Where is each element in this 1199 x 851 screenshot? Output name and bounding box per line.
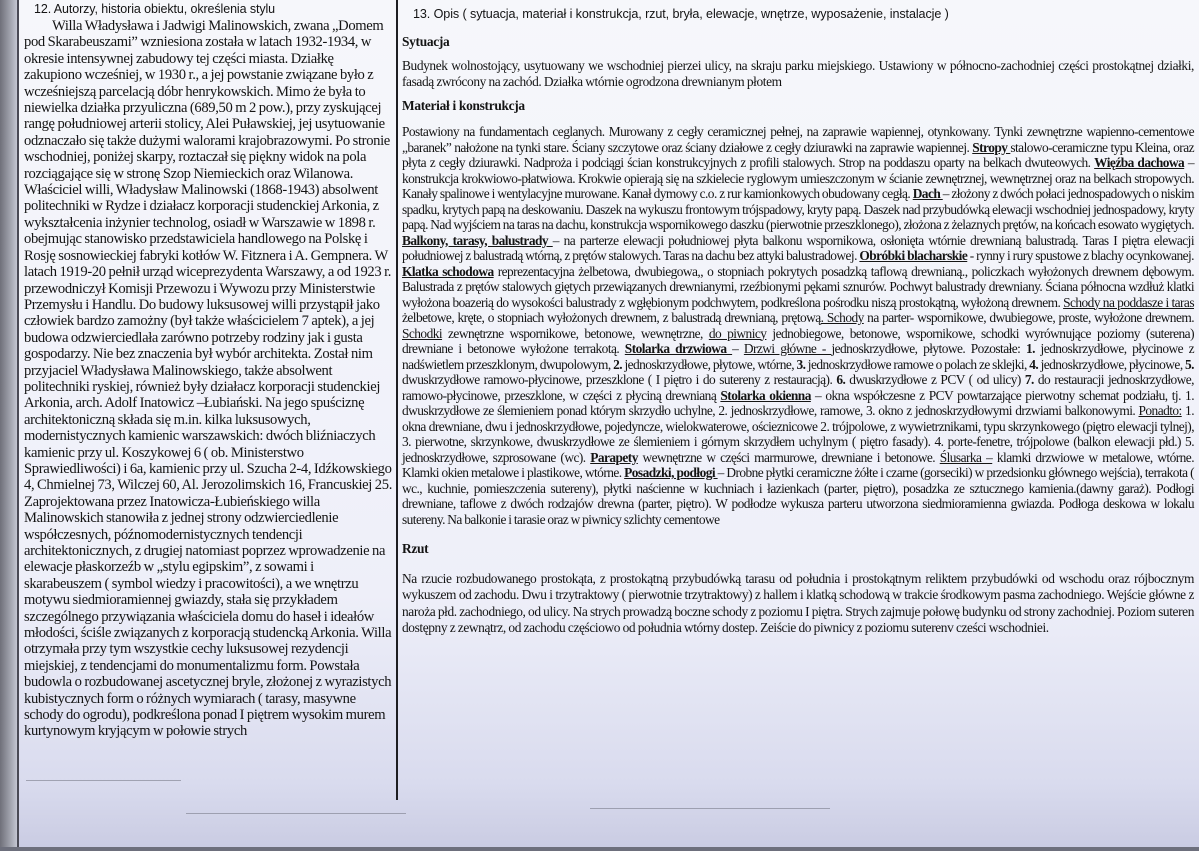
column-divider <box>396 0 398 800</box>
keyword-parapety: Parapety <box>590 449 638 465</box>
keyword-ponadto: Ponadto: <box>1138 403 1182 418</box>
keyword-schody-poddasze: Schody na poddasze i taras <box>1063 294 1194 310</box>
section-12-heading: 12. Autorzy, historia obiektu, określenia stylu <box>34 2 276 16</box>
section-12-authors-history <box>24 0 392 740</box>
keyword-slusarka: Ślusarka – <box>939 449 993 465</box>
keyword-posadzki-podlogi: Posadzki, podłogi <box>624 465 718 480</box>
keyword-do-piwnicy: do piwnicy <box>708 325 767 341</box>
section-13-description <box>402 0 1194 636</box>
keyword-stropy: Stropy <box>972 139 1011 155</box>
rzut-text: Na rzucie rozbudowanego prostokąta, z prostokątną przybudówką tarasu od południa i prostokątnym reliktem przybudówki od wschodu oraz rójbocznym wykuszem od zachodu. Dwu i trzytraktowy ( pierwotnie trzytraktowy) z hallem i klatką schodową w trakcie środkowym pasma zachodniego. Wejście główne z naroża płd. zachodniego, od ulicy. Na strych prowadzą boczne schody z poziomu I piętra. Strych zajmuje połowę budynku od strony zachodniej. Poziom suteren dostępny z zewnątrz, od zachodu częściowo od południa wtórny dostep. Zeiście do piwnicy z poziomu suterenv cześci wschodniei. <box>402 571 1194 635</box>
section-13-heading: 13. Opis ( sytuacja, materiał i konstrukcja, rzut, bryła, elewacje, wnętrze, wyposażenie, instalacje ) <box>413 7 949 21</box>
keyword-stolarka-drzwiowa: Stolarka drzwiowa <box>624 341 733 356</box>
material-title: Materiał i konstrukcja <box>402 98 525 113</box>
keyword-wiezba-dachowa: Więźba dachowa <box>1094 155 1185 170</box>
scan-artifact-line <box>590 808 830 809</box>
keyword-obrobki-blacharskie: Obróbki blacharskie <box>859 248 968 263</box>
keyword-dach: Dach <box>912 186 943 201</box>
keyword-stolarka-okienna: Stolarka okienna <box>720 387 811 403</box>
keyword-schody: . Schody <box>820 310 864 325</box>
section-12-body: Willa Władysława i Jadwigi Malinowskich, zwana „Domem pod Skarabeuszami” wzniesiona została w latach 1932-1934, w okresie intensywnej zabudowy tej części miasta. Działkę zakupiono wcześniej, w 1930 r., a jej powstanie związane było z wcześniejszą parcelacją dóbr henrykowskich. Mimo że była to niewielka działka przyuliczna (689,50 m 2 pow.), przy zyskującej rangę południowej arterii stolicy, Alei Puławskiej, jej usytuowanie odznaczało się także dużymi walorami krajobrazowymi. Po stronie wschodniej, poniżej skarpy, roztaczał się piękny widok na pola rozciągające się w stronę Szop Niemieckich oraz Wilanowa. Właściciel willi, Władysław Malinowski (1868-1943) absolwent politechniki w Rydze i działacz korporacji studenckiej Arkonia, z wykształcenia inżynier technolog, osiadł w Warszawie w 1898 r. obejmując stanowisko przedstawiciela handlowego na Polskę i Rosję sosnowieckiej fabryki kotłów W. Fitznera i A. Gempnera. W latach 1919-20 pełnił urząd wiceprezydenta Warszawy, a od 1923 r. przewodniczył Komisji Przewozu i Wywozu przy Ministerstwie Przemysłu i Handlu. Do budowy luksusowej willi przystąpił jako człowiek bardzo zamożny (był także właścicielem 7 aptek), a jej budowa odzwierciedlała zarówno potrzeby rodziny jak i gusta gospodarzy. Nie bez znaczenia był wybór architekta. Został nim przyjaciel Władysława Malinowskiego, także absolwent politechniki ryskiej, również były działacz korporacji studenckiej Arkonia, arch. Adolf Inatowicz –Łubiański. Na jego spuściznę architektoniczną składa się m.in. kilka luksusowych, modernistycznych kamienic warszawskich: dwóch bliźniaczych kamienic przy ul. Koszykowej 6 ( ob. Ministerstwo Sprawiedliwości) i 6a, kamienic przy ul. Szucha 2-4, Idźkowskiego 4, Chmielnej 73, Wilczej 60, Al. Jerozolimskich 16, Francuskiej 25. Zaprojektowana przez Inatowicza-Łubieńskiego willa Malinowskich stanowiła z jednej strony odzwierciedlenie współczesnych, późnomodernistycznych tendencji architektonicznych, z drugiej natomiast poprzez wprowadzenie na elewacje płaskorzeźb w „stylu egipskim”, z sowami i skarabeuszem ( symbol wiedzy i pracowitości), a we wnętrzu motywu siedmioramiennej gwiazdy, stała się przykładem szczególnego przywiązania właściciela domu do haseł i ideałów młodości, ściśle związanych z korporacją studencką Arkonia. Willa otrzymała przy tym wszystkie cechy luksusowej rezydencji miejskiej, z tendencjami do monumentalizmu form. Powstała budowla o rozbudowanej ascetycznej bryle, złożonej z wyrazistych kubistycznych form o różnych wymiarach ( tarasy, masywne schody do ogrodu), podkreślona ponad I piętrem wysokim murem kurtynowym kryjącym w połowie strych <box>24 18 392 740</box>
scan-artifact-line <box>186 813 406 814</box>
keyword-klatka-schodowa: Klatka schodowa <box>402 263 494 279</box>
sytuacja-text: Budynek wolnostojący, usytuowany we wschodniej pierzei ulicy, na skraju parku miejskiego. Ustawiony w północno-zachodniej części prostokątnej działki, fasadą zwrócony na zachód. Działka wtórnie ogrodzona drewnianym płotem <box>402 58 1194 89</box>
scan-artifact-line <box>26 780 181 781</box>
scan-left-edge <box>0 0 19 851</box>
keyword-drzwi-glowne: Drzwi główne - <box>743 341 832 356</box>
material-text: Postawiony na fundamentach ceglanych. Murowany z cegły ceramicznej pełnej, na zaprawie wapiennej, otynkowany. Tynki zewnętrzne wapienno-cementowe „baranek” nałożone na tynki stare. Ściany szczytowe oraz ściany działowe z cegły dziurawki na zaprawie wapiennej. Stropy stalowo-ceramiczne typu Kleina, oraz płyta z cegły dziurawki. Nadproża i podciągi ścian konstrukcyjnych z profili stalowych. Strop na poddaszu oparty na belkach dwuteowych. Więźba dachowa – konstrukcja krokwiowo-płatwiowa. Krokwie opierają się na szkielecie ryglowym umieszczonym w ścianie zewnętrznej, wewnętrznej oraz na belkach stropowych. Kanały spalinowe i wentylacyjne murowane. Kanał dymowy c.o. z rur kamionkowych obudowany cegłą. Dach – złożony z dwóch połaci jednospadowych o niskim spadku, krytych papą na deskowaniu. Daszek na wykuszu frontowym trójspadowy, kryty papą. Daszek nad przybudówką elewacji wschodniej jednospadowy, kryty papą. Nad wyjściem na taras na dachu, konstrukcja wspornikowego daszku (pierwotnie przeszklonego), złożona z żelaznych prętów, na końcach esowato wygiętych. Balkony, tarasy, balustrady – na parterze elewacji południowej płyta balkonu wspornikowa, osłonięta wtórnie drewnianą balustradą. Taras I piętra elewacji południowej z balustradą wtórną, z prętów stalowych. Taras na dachu bez attyki balustradowej. Obróbki blacharskie - rynny i rury spustowe z blachy ocynkowanej. Klatka schodowa reprezentacyjna żelbetowa, dwubiegowa,, o stopniach pokrytych posadzką taflową drewnianą., policzkach wyłożonych drewnem dębowym. Balustrada z prętów stalowych giętych przewiązanych drewnianymi, rzeźbionymi pękami sznurów. Pochwyt balustrady drewniany. Ściana północna wzdłuż klatki wyłożona boazerią do wysokości balustrady z wgłębionym podchwytem, podkreślona pośrodku niszą prostokątną, wyłożoną drewnem. Schody na poddasze i taras żelbetowe, kręte, o stopniach wyłożonych drewnem, z balustradą drewnianą, prętową. Schody na parter- wspornikowe, dwubiegowe, proste, wyłożone drewnem. Schodki zewnętrzne wspornikowe, betonowe, wewnętrzne, do piwnicy jednobiegowe, betonowe, wspornikowe, schodki wyrównujące poziomy (suterena) drewniane i betonowe wyłożone terrakotą. Stolarka drzwiowa – Drzwi główne - jednoskrzydłowe, płytowe. Pozostałe: 1. jednoskrzydłowe, płycinowe z nadświetlem przeszklonym, dwupolowym, 2. jednoskrzydłowe, płytowe, wtórne, 3. jednoskrzydłowe ramowe o polach ze sklejki, 4. jednoskrzydłowe, płycinowe, 5. dwuskrzydłowe ramowo-płycinowe, przeszklone ( I piętro i do sutereny z restauracją). 6. dwuskrzydłowe z PCV ( od ulicy) 7. do restauracji jednoskrzydłowe, ramowo-płycinowe, przeszklone, w części z płyciną drewnianą Stolarka okienna – okna współczesne z PCV powtarzające pierwotny schemat podziału, tj. 1. dwuskrzydłowe ze ślemieniem ponad którym skrzydło uchylne, 2. jednoskrzydłowe, ramowe, 3. okno z jednoskrzydłowymi drzwiami balkonowymi. Ponadto: 1. okna drewniane, dwu i jednoskrzydłowe, pojedyncze, wielokwaterowe, ościeznicowe 2. trójpolowe, z wywietrznikami, typu skrzynkowego (piętro elewacji tylnej), 3. pierwotne, skrzynkowe, dwuskrzydłowe ze ślemieniem i górnym skrzydłem uchylnym ( piętro fasady). 4. porte-fenetre, trójpolowe (balkon elewacji płd.) 5. jednoskrzydłowe, szprosowane (wc). Parapety wewnętrzne w części marmurowe, drewniane i betonowe. Ślusarka – klamki drzwiowe w metalowe, wtórne. Klamki okien metalowe i plastikowe, wtórne. Posadzki, podłogi – Drobne płytki ceramiczne żółte i czarne (gorseciki) w przedsionku głównego wejścia), terrakota ( wc., kuchnie, pomieszczenia sutereny), płytki naścienne w kuchniach i łazienkach (parter, piętro), posadzka ze sztucznego kamienia.(dawny garaż). Podłogi drewniane, taflowe z dwóch rodzajów drewna (parter, piętro). W podłodze wykusza parteru utworzona siedmioramienna gwiazda. Podłoga deskowa w lokalu sutereny. Na balkonie i tarasie oraz w piwnicy szlichty cementowe <box>402 124 1195 527</box>
keyword-schodki: Schodki <box>402 325 443 341</box>
keyword-balkony: Balkony, tarasy, balustrady <box>402 232 553 248</box>
sytuacja-title: Sytuacja <box>402 34 450 49</box>
rzut-title: Rzut <box>402 541 429 556</box>
scan-bottom-edge <box>0 847 1199 851</box>
